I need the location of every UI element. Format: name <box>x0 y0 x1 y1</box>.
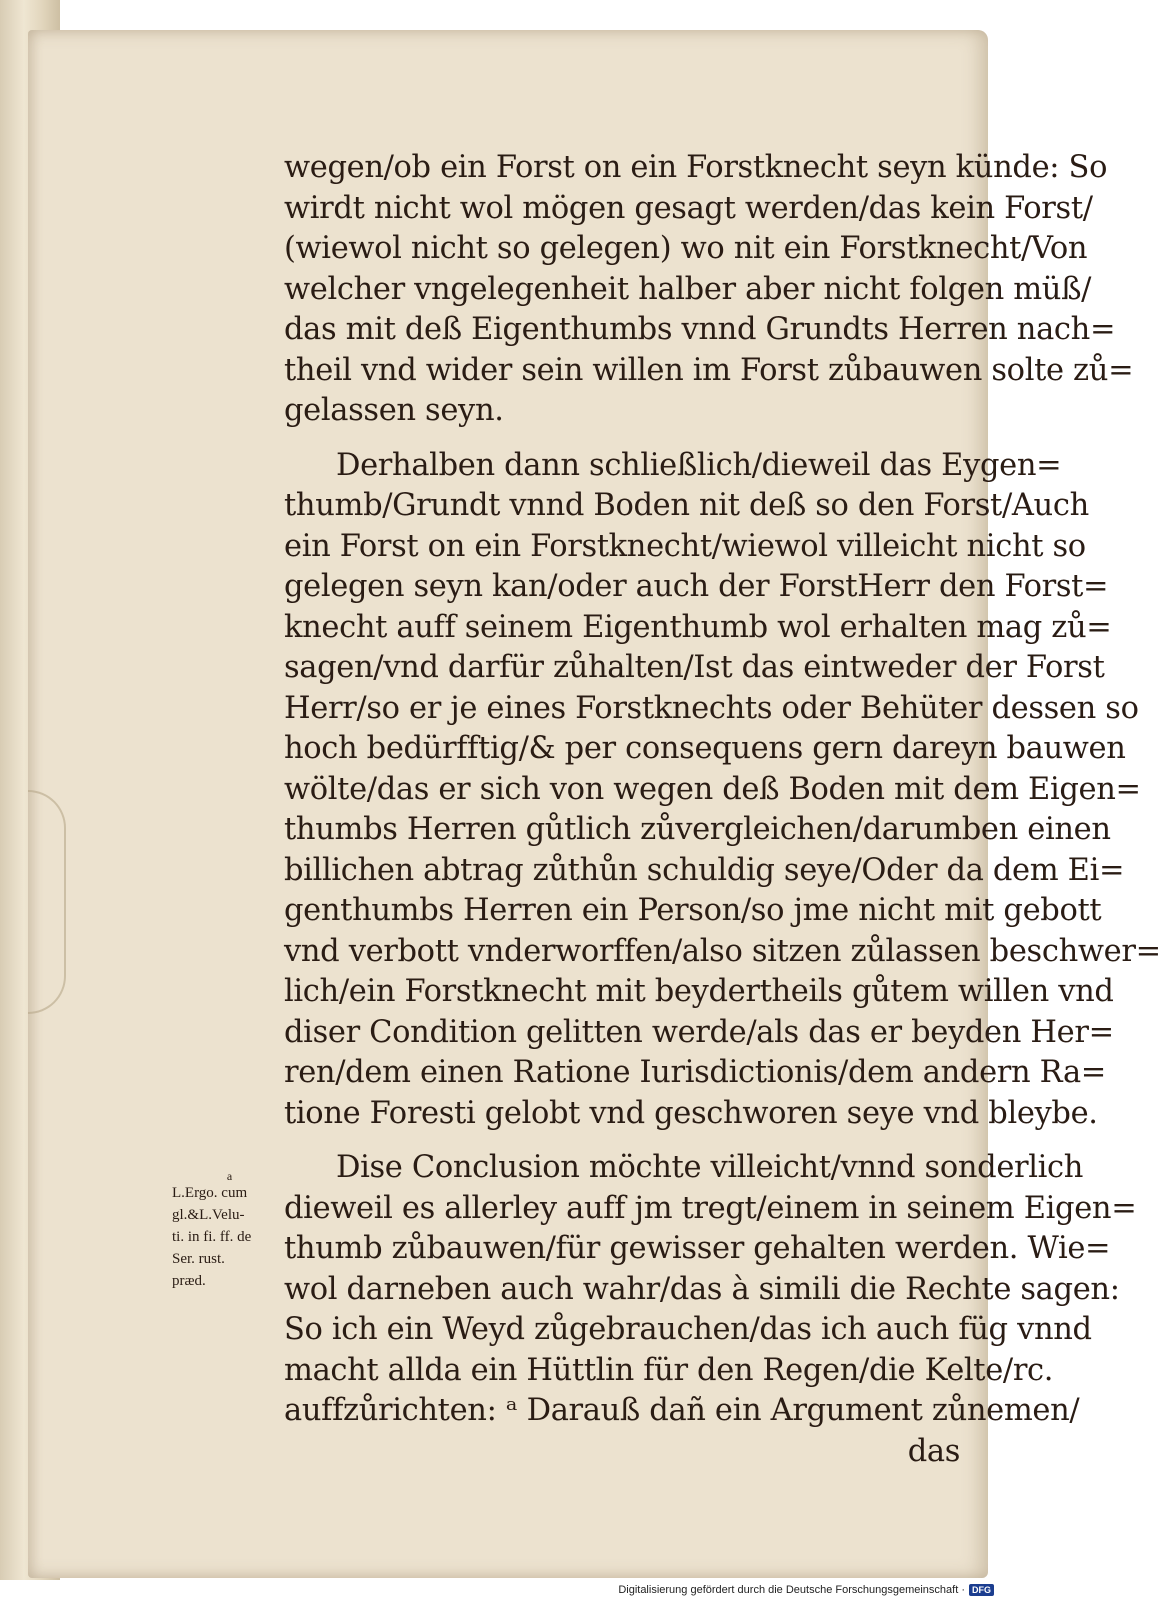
text-line: thumbs Herren gůtlich zůvergleichen/darumben einen <box>284 812 1111 847</box>
text-line: So ich ein Weyd zůgebrauchen/das ich auch füg vnnd <box>284 1312 1092 1347</box>
page-fold-shadow <box>28 790 66 1014</box>
dfg-logo: DFG <box>969 1584 994 1596</box>
text-line: das mit deß Eigenthumbs vnnd Grundts Herren nach= <box>284 312 1116 347</box>
digitization-footer <box>618 1581 994 1599</box>
text-line: billichen abtrag zůthůn schuldig seye/Oder da dem Ei= <box>284 852 1125 888</box>
text-line: tione Foresti gelobt vnd geschworen seye vnd bleybe. <box>284 1095 1098 1131</box>
paragraph-2 <box>284 446 1161 1135</box>
margin-citation <box>172 1170 287 1292</box>
citation-line: L.Ergo. cum <box>172 1185 248 1201</box>
text-line: thumb zůbauwen/für gewisser gehalten werden. Wie= <box>284 1231 1111 1266</box>
text-line: ein Forst on ein Forstknecht/wiewol villeicht nicht so <box>284 528 1086 564</box>
main-text <box>284 148 1161 1472</box>
text-line: Dise Conclusion möchte villeicht/vnnd sonderlich <box>336 1150 1084 1185</box>
text-line: wegen/ob ein Forst on ein Forstknecht seyn künde: So <box>284 150 1108 185</box>
citation-line: præd. <box>172 1273 206 1289</box>
citation-line: ti. in fi. ff. de <box>172 1229 252 1245</box>
text-line: theil vnd wider sein willen im Forst zůbauwen solte zů= <box>284 352 1134 388</box>
text-line: sagen/vnd darfür zůhalten/Ist das eintweder der Forst <box>284 650 1105 685</box>
catchword: das <box>907 1433 960 1469</box>
funding-credit: Digitalisierung gefördert durch die Deutsche Forschungsgemeinschaft · <box>618 1584 965 1596</box>
paragraph-3 <box>284 1148 1137 1472</box>
text-line: macht allda ein Hüttlin für den Regen/die Kelte/rc. <box>284 1352 1054 1388</box>
text-line: Herr/so er je eines Forstknechts oder Behüter dessen so <box>284 690 1139 726</box>
text-line: welcher vngelegenheit halber aber nicht folgen müß/ <box>284 271 1092 307</box>
text-line: vnd verbott vnderworffen/also sitzen zůlassen beschwer= <box>284 933 1161 969</box>
citation-line: Ser. rust. <box>172 1251 225 1267</box>
text-line: Derhalben dann schließlich/dieweil das Eygen= <box>336 447 1062 483</box>
text-line: lich/ein Forstknecht mit beydertheils gůtem willen vnd <box>284 974 1114 1009</box>
text-line: hoch bedürfftig/& per consequens gern dareyn bauwen <box>284 731 1126 766</box>
text-line: wirdt nicht wol mögen gesagt werden/das kein Forst/ <box>284 190 1093 226</box>
citation-line: gl.&L.Velu- <box>172 1207 245 1223</box>
text-line: knecht auff seinem Eigenthumb wol erhalten mag zů= <box>284 609 1112 645</box>
text-line: genthumbs Herren ein Person/so jme nicht mit gebott <box>284 893 1102 928</box>
text-line: ren/dem einen Ratione Iurisdictionis/dem andern Ra= <box>284 1055 1106 1090</box>
text-line: (wiewol nicht so gelegen) wo nit ein Forstknecht/Von <box>284 231 1088 266</box>
text-line: auffzůrichten: ᵃ Darauß dañ ein Argument zůnemen/ <box>284 1393 1080 1428</box>
paragraph-1 <box>284 148 1134 432</box>
text-line: dieweil es allerley auff jm tregt/einem in seinem Eigen= <box>284 1190 1137 1226</box>
text-line: wölte/das er sich von wegen deß Boden mit dem Eigen= <box>284 771 1141 807</box>
text-line: wol darneben auch wahr/das à simili die Rechte sagen: <box>284 1271 1120 1307</box>
text-line: thumb/Grundt vnnd Boden nit deß so den Forst/Auch <box>284 488 1089 523</box>
text-line: gelegen seyn kan/oder auch der ForstHerr den Forst= <box>284 569 1109 604</box>
text-line: gelassen seyn. <box>284 393 504 428</box>
text-line: diser Condition gelitten werde/als das er beyden Her= <box>284 1014 1114 1050</box>
footnote-marker: a <box>226 1169 233 1183</box>
